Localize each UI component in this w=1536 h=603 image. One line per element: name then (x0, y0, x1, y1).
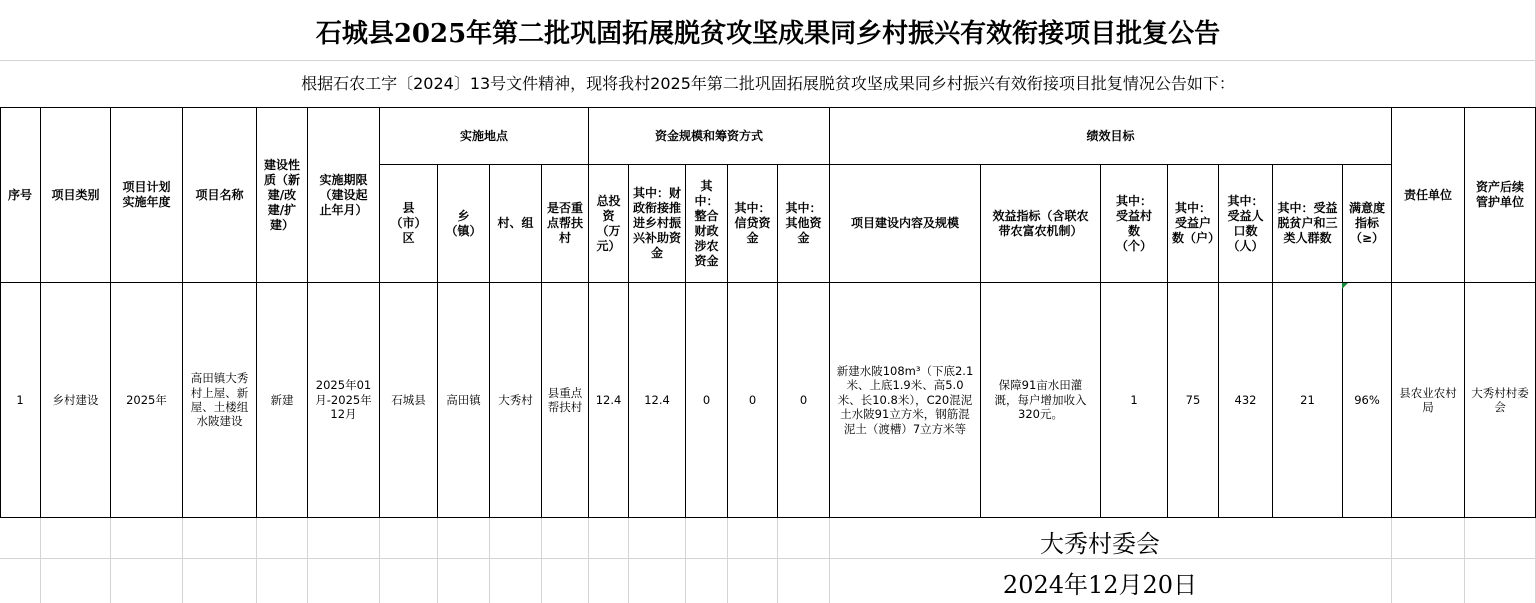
header-other: 其中：其他资金 (785, 201, 822, 245)
cell-category: 乡村建设 (52, 392, 99, 407)
header-maintenance: 资产后续管护单位 (1475, 180, 1524, 209)
header-responsible: 责任单位 (1403, 187, 1452, 202)
header-fiscal-subsidy: 其中：财政衔接推进乡村振兴补助资金 (632, 186, 681, 260)
cell-village: 大秀村 (498, 392, 533, 407)
header-benefit: 效益指标（含联农带农富农机制） (992, 208, 1089, 238)
header-integrated-fiscal: 其中：整合财政涉农资金 (694, 178, 719, 268)
header-county: 县（市）区 (390, 201, 427, 245)
cell-satisfaction: 96% (1354, 392, 1380, 407)
header-plan-year: 项目计划实施年度 (122, 180, 171, 209)
cell-benefit-poverty: 21 (1300, 392, 1315, 407)
cell-county: 石城县 (391, 392, 426, 407)
header-benefit-poverty: 其中：受益脱贫户和三类人群数 (1277, 201, 1338, 245)
cell-benefit-population: 432 (1234, 392, 1257, 407)
header-location-group: 实施地点 (459, 128, 508, 143)
header-seq: 序号 (7, 187, 32, 202)
header-goal-group: 绩效目标 (1086, 128, 1135, 143)
header-category: 项目类别 (51, 187, 100, 202)
cell-period: 2025年01月-2025年12月 (315, 378, 372, 422)
header-key-village: 是否重点帮扶村 (546, 201, 583, 245)
cell-other: 0 (799, 392, 808, 407)
header-period: 实施期限（建设起止年月） (319, 172, 368, 217)
cell-town: 高田镇 (446, 392, 481, 407)
cell-integrated-fiscal: 0 (702, 392, 711, 407)
cell-credit: 0 (748, 392, 757, 407)
page-title: 石城县2025年第二批巩固拓展脱贫攻坚成果同乡村振兴有效衔接项目批复公告 (315, 18, 1221, 49)
cell-benefit-households: 75 (1185, 392, 1201, 407)
header-village: 村、组 (497, 216, 534, 230)
cell-maintenance: 大秀村村委会 (1471, 385, 1529, 414)
header-benefit-households: 其中：受益户数（户） (1172, 201, 1221, 245)
cell-fiscal-subsidy: 12.4 (644, 392, 670, 407)
cell-benefit: 保障91亩水田灌溉，每户增加收入320元。 (994, 378, 1087, 422)
cell-responsible: 县农业农村局 (1399, 385, 1457, 414)
header-funding-group: 资金规模和筹资方式 (654, 128, 763, 143)
cell-key-village: 县重点帮扶村 (547, 385, 583, 414)
header-nature: 建设性质（新建/改建/扩建） (263, 157, 300, 232)
header-project-name: 项目名称 (195, 187, 244, 202)
cell-benefit-villages: 1 (1130, 392, 1138, 407)
cell-total: 12.4 (595, 392, 622, 407)
signature-org: 大秀村委会 (1040, 530, 1160, 558)
header-benefit-villages: 其中：受益村数（个） (1116, 193, 1153, 253)
header-total: 总投资（万元） (596, 193, 621, 253)
cell-content: 新建水陂108m³（下底2.1米、上底1.9米、高5.0米、长10.8米），C20混泥土水陂91立方米，钢筋混泥土（渡槽）7立方米等 (836, 364, 974, 436)
cell-project-name: 高田镇大秀村上屋、新屋、土楼组水陂建设 (190, 371, 249, 429)
header-town: 乡（镇） (445, 208, 482, 238)
header-benefit-population: 其中：受益人口数（人） (1227, 193, 1264, 253)
cell-seq: 1 (16, 392, 24, 407)
header-credit: 其中：信贷资金 (734, 201, 771, 245)
header-content: 项目建设内容及规模 (850, 216, 959, 230)
cell-plan-year: 2025年 (126, 392, 167, 407)
signature-date: 2024年12月20日 (1002, 570, 1198, 599)
intro-text: 根据石农工字〔2024〕13号文件精神，现将我村2025年第二批巩固拓展脱贫攻坚成果同乡村振兴有效衔接项目批复情况公告如下： (301, 74, 1235, 93)
cell-nature: 新建 (270, 392, 294, 407)
header-satisfaction: 满意度指标（≥） (1348, 201, 1385, 245)
